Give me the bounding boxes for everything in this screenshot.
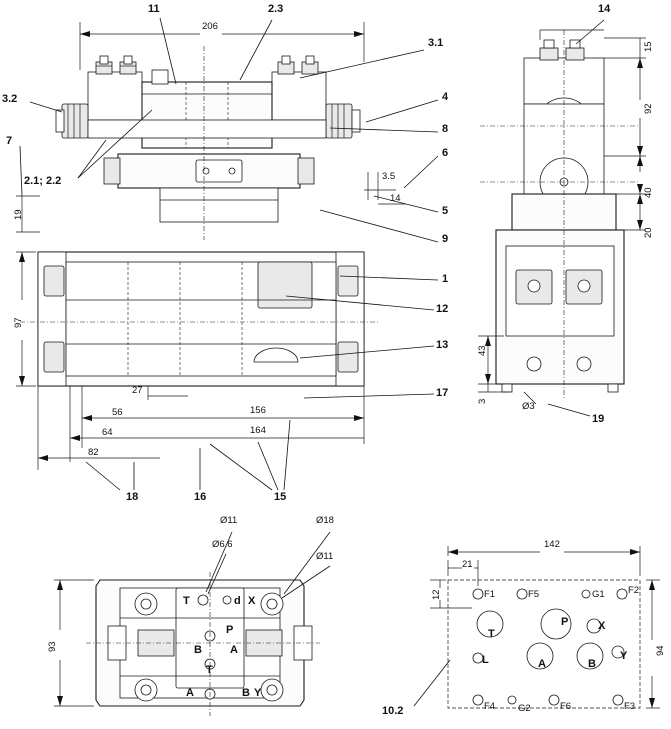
callout-3-1: 3.1 bbox=[428, 37, 444, 49]
dim-12: 12 bbox=[431, 589, 442, 600]
callout-13: 13 bbox=[436, 339, 449, 351]
dim-94: 94 bbox=[655, 645, 666, 656]
callout-10-2: 10.2 bbox=[382, 705, 404, 717]
port-f1: F1 bbox=[484, 589, 496, 600]
dim-19: 19 bbox=[13, 209, 24, 220]
dim-82: 82 bbox=[88, 447, 99, 458]
port-f2: F2 bbox=[628, 585, 640, 596]
callout-2-3: 2.3 bbox=[268, 3, 284, 15]
port-d: d bbox=[234, 595, 241, 607]
callout-12: 12 bbox=[436, 303, 449, 315]
dim-64: 64 bbox=[102, 427, 113, 438]
port-f6: F6 bbox=[560, 701, 572, 712]
port-face-y: Y bbox=[620, 650, 628, 662]
dim-164: 164 bbox=[250, 425, 266, 436]
dim-93: 93 bbox=[47, 641, 58, 652]
callout-6: 6 bbox=[442, 147, 449, 159]
dim-56: 56 bbox=[112, 407, 123, 418]
callout-15: 15 bbox=[274, 491, 287, 503]
port-b-center: B bbox=[194, 644, 202, 656]
dim-15: 15 bbox=[643, 41, 654, 52]
callout-1: 1 bbox=[442, 273, 449, 285]
port-f5: F5 bbox=[528, 589, 540, 600]
callout-16: 16 bbox=[194, 491, 207, 503]
port-a-bottom: A bbox=[186, 687, 194, 699]
dim-27: 27 bbox=[132, 385, 143, 396]
port-x: X bbox=[248, 595, 256, 607]
callout-7: 7 bbox=[6, 135, 13, 147]
port-y: Y bbox=[254, 687, 262, 699]
dim-92: 92 bbox=[643, 103, 654, 114]
dim-97: 97 bbox=[13, 317, 24, 328]
callout-18: 18 bbox=[126, 491, 139, 503]
callout-17: 17 bbox=[436, 387, 449, 399]
dim-206: 206 bbox=[202, 21, 218, 32]
callout-19: 19 bbox=[592, 413, 605, 425]
port-face-p: P bbox=[561, 616, 569, 628]
port-face-l: L bbox=[482, 654, 489, 666]
dim-3: 3 bbox=[477, 398, 488, 404]
dim-142: 142 bbox=[544, 539, 560, 550]
port-g2: G2 bbox=[518, 703, 531, 714]
port-f3: F3 bbox=[624, 701, 636, 712]
dim-14: 14 bbox=[390, 193, 401, 204]
callout-2-1-2-2: 2.1; 2.2 bbox=[24, 175, 62, 187]
callout-4: 4 bbox=[442, 91, 449, 103]
dim-156: 156 bbox=[250, 405, 266, 416]
callout-5: 5 bbox=[442, 205, 449, 217]
dim-dia-6-6: Ø6.6 bbox=[212, 539, 233, 550]
callout-9: 9 bbox=[442, 233, 449, 245]
callout-8: 8 bbox=[442, 123, 449, 135]
dim-20: 20 bbox=[643, 227, 654, 238]
dim-dia-11-b: Ø11 bbox=[316, 551, 334, 562]
callout-11: 11 bbox=[148, 3, 160, 15]
dim-43: 43 bbox=[477, 345, 488, 356]
dim-dia-18: Ø18 bbox=[316, 515, 334, 526]
dim-40: 40 bbox=[643, 187, 654, 198]
port-face-t: T bbox=[488, 628, 495, 640]
dim-21: 21 bbox=[462, 559, 473, 570]
port-face-b: B bbox=[588, 658, 596, 670]
callout-3-2: 3.2 bbox=[2, 93, 18, 105]
port-b-bottom: B bbox=[242, 687, 250, 699]
dim-dia-3: Ø3 bbox=[522, 401, 535, 412]
port-face-a: A bbox=[538, 658, 546, 670]
port-a-center: A bbox=[230, 644, 238, 656]
port-f4: F4 bbox=[484, 701, 496, 712]
port-p: P bbox=[226, 624, 234, 636]
port-t-center: T bbox=[206, 664, 213, 676]
dim-dia-11-a: Ø11 bbox=[220, 515, 238, 526]
dim-3-5: 3.5 bbox=[382, 171, 396, 182]
port-t-top: T bbox=[183, 595, 190, 607]
port-g1: G1 bbox=[592, 589, 605, 600]
port-face-x: X bbox=[598, 620, 606, 632]
callout-14: 14 bbox=[598, 3, 611, 15]
